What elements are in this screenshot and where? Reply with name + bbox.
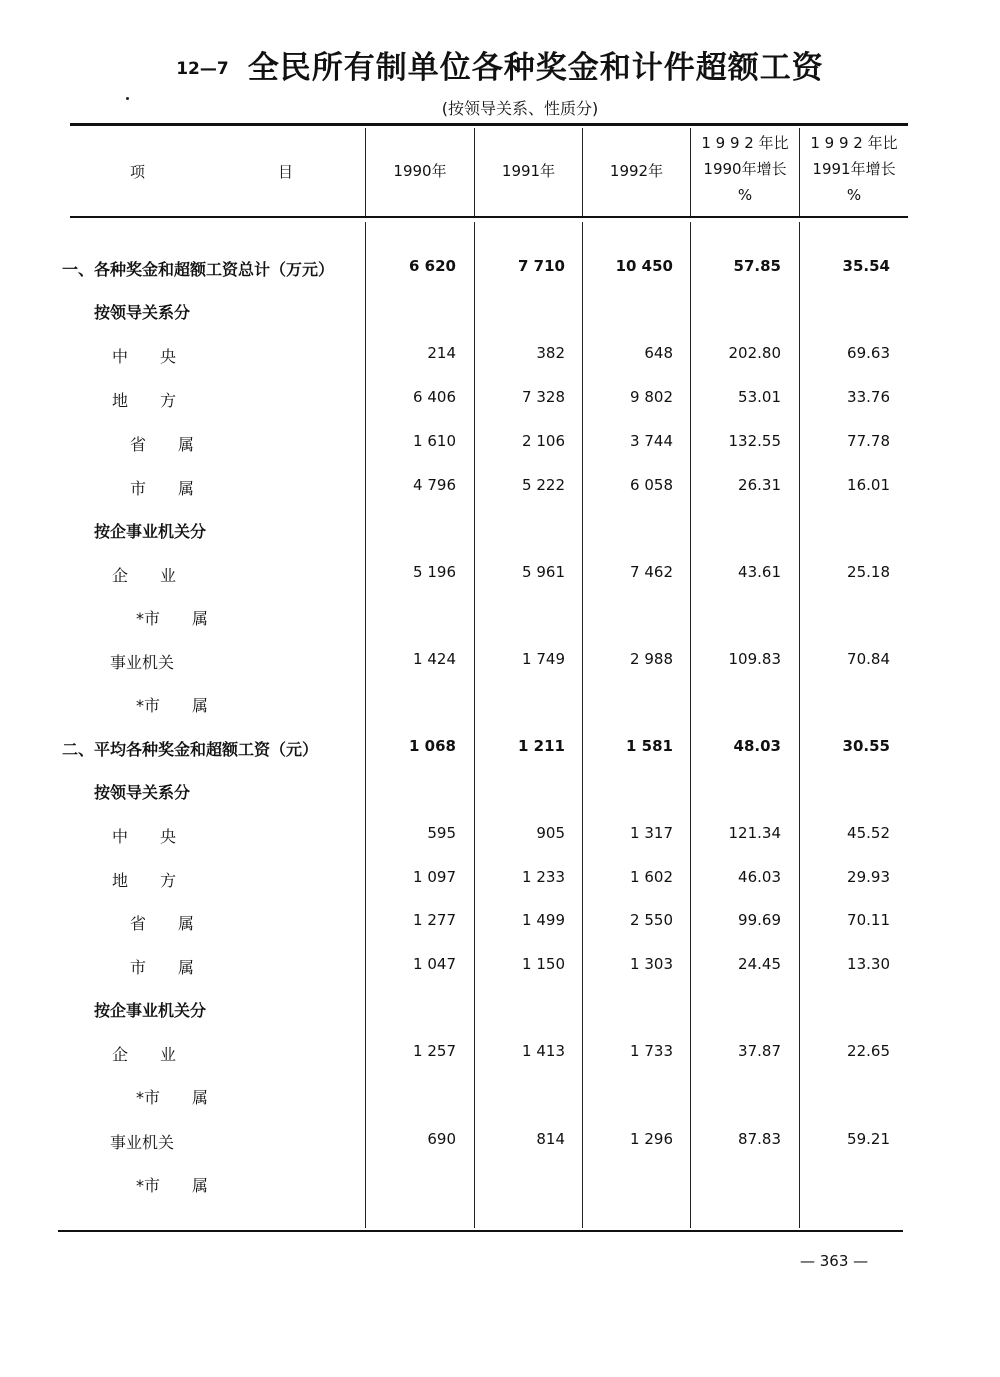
cell-1991: 7 328 — [522, 388, 565, 406]
cell-1991: 1 413 — [522, 1042, 565, 1060]
cell-1991: 1 233 — [522, 868, 565, 886]
row-label: *市 属 — [136, 1088, 209, 1107]
cell-1992: 7 462 — [630, 563, 673, 581]
cell-1992: 6 058 — [630, 476, 673, 494]
cell-1992: 9 802 — [630, 388, 673, 406]
table-row — [0, 300, 1000, 330]
cell-growth-1991: 70.11 — [847, 911, 890, 929]
cell-1992: 1 303 — [630, 955, 673, 973]
header-col-1992: 1992年 — [609, 162, 664, 180]
cell-growth-1990: 202.80 — [728, 344, 781, 362]
cell-growth-1991: 22.65 — [847, 1042, 890, 1060]
cell-growth-1990: 57.85 — [733, 257, 781, 275]
row-label: 按企事业机关分 — [94, 522, 207, 541]
cell-1992: 1 317 — [630, 824, 673, 842]
table-row — [0, 824, 1000, 854]
table-row — [0, 780, 1000, 810]
cell-1991: 5 222 — [522, 476, 565, 494]
page-number: — 363 — — [800, 1252, 869, 1270]
cell-growth-1990: 48.03 — [733, 737, 781, 755]
cell-1991: 382 — [536, 344, 565, 362]
header-col-growth-1991 — [800, 130, 908, 208]
header-growth-1991-line2: 1991年增长 — [812, 160, 896, 178]
row-label: 地 方 — [112, 391, 177, 410]
row-label: 按企事业机关分 — [94, 1001, 207, 1020]
header-col-1990: 1990年 — [393, 162, 447, 180]
cell-growth-1991: 59.21 — [847, 1130, 890, 1148]
cell-1992: 1 733 — [630, 1042, 673, 1060]
table-row — [0, 563, 1000, 593]
cell-growth-1991: 30.55 — [842, 737, 890, 755]
cell-1991: 1 211 — [518, 737, 565, 755]
cell-growth-1991: 33.76 — [847, 388, 890, 406]
cell-growth-1991: 25.18 — [847, 563, 890, 581]
cell-1990: 214 — [427, 344, 456, 362]
cell-growth-1990: 26.31 — [738, 476, 781, 494]
table-row — [0, 693, 1000, 723]
cell-growth-1990: 53.01 — [738, 388, 781, 406]
row-label: 地 方 — [112, 871, 177, 890]
cell-growth-1990: 109.83 — [728, 650, 781, 668]
row-label: 事业机关 — [110, 1133, 175, 1152]
row-label: 企 业 — [112, 566, 177, 585]
table-row — [0, 911, 1000, 941]
header-growth-1990-line1: 1 9 9 2 年比 — [701, 134, 789, 152]
cell-1990: 1 610 — [413, 432, 456, 450]
cell-1990: 6 406 — [413, 388, 456, 406]
row-label: 中 央 — [112, 347, 177, 366]
table-row — [0, 1130, 1000, 1160]
cell-growth-1991: 29.93 — [847, 868, 890, 886]
cell-1992: 3 744 — [630, 432, 673, 450]
header-rule — [70, 216, 908, 218]
cell-growth-1991: 16.01 — [847, 476, 890, 494]
cell-1992: 1 296 — [630, 1130, 673, 1148]
table-row — [0, 257, 1000, 287]
cell-1992: 10 450 — [615, 257, 673, 275]
header-item-left: 项 — [130, 163, 146, 181]
row-label: 企 业 — [112, 1045, 177, 1064]
cell-growth-1990: 43.61 — [738, 563, 781, 581]
cell-1991: 1 499 — [522, 911, 565, 929]
cell-growth-1990: 87.83 — [738, 1130, 781, 1148]
cell-1991: 1 749 — [522, 650, 565, 668]
row-label: 按领导关系分 — [94, 303, 191, 322]
cell-growth-1991: 69.63 — [847, 344, 890, 362]
cell-1990: 690 — [427, 1130, 456, 1148]
cell-1990: 1 424 — [413, 650, 456, 668]
row-label: *市 属 — [136, 1176, 209, 1195]
table-row — [0, 868, 1000, 898]
row-label: 省 属 — [130, 435, 195, 454]
header-growth-1991-unit: % — [846, 186, 862, 204]
cell-1991: 5 961 — [522, 563, 565, 581]
cell-growth-1991: 13.30 — [847, 955, 890, 973]
table-row — [0, 344, 1000, 374]
cell-1990: 595 — [427, 824, 456, 842]
table-row — [0, 998, 1000, 1028]
row-label: 省 属 — [130, 914, 195, 933]
cell-1992: 1 581 — [626, 737, 673, 755]
cell-1990: 1 097 — [413, 868, 456, 886]
cell-1991: 905 — [536, 824, 565, 842]
row-label: 一、各种奖金和超额工资总计（万元） — [62, 260, 335, 279]
cell-1991: 2 106 — [522, 432, 565, 450]
row-label: 二、平均各种奖金和超额工资（元） — [62, 740, 319, 759]
cell-1991: 814 — [536, 1130, 565, 1148]
cell-growth-1990: 121.34 — [728, 824, 781, 842]
row-label: 事业机关 — [110, 653, 175, 672]
cell-growth-1991: 35.54 — [842, 257, 890, 275]
row-label: 中 央 — [112, 827, 177, 846]
row-label: 市 属 — [130, 479, 195, 498]
cell-1990: 6 620 — [409, 257, 456, 275]
header-growth-1990-line2: 1990年增长 — [703, 160, 787, 178]
cell-1990: 1 047 — [413, 955, 456, 973]
table-row — [0, 519, 1000, 549]
table-row — [0, 955, 1000, 985]
cell-growth-1990: 46.03 — [738, 868, 781, 886]
table-number: 12—7 — [176, 59, 229, 79]
table-subtitle: (按领导关系、性质分) — [441, 99, 599, 118]
table-row — [0, 388, 1000, 418]
bottom-rule — [58, 1230, 903, 1232]
header-item-right: 目 — [278, 163, 294, 181]
cell-1990: 1 068 — [409, 737, 456, 755]
cell-growth-1990: 132.55 — [728, 432, 781, 450]
table-row — [0, 737, 1000, 767]
table-row — [0, 476, 1000, 506]
speck — [126, 97, 129, 100]
cell-1992: 2 988 — [630, 650, 673, 668]
cell-growth-1990: 24.45 — [738, 955, 781, 973]
cell-1990: 4 796 — [413, 476, 456, 494]
table-row — [0, 432, 1000, 462]
row-label: *市 属 — [136, 609, 209, 628]
table-title: 全民所有制单位各种奖金和计件超额工资 — [247, 50, 824, 86]
table-row — [0, 606, 1000, 636]
cell-1992: 648 — [644, 344, 673, 362]
cell-1990: 1 257 — [413, 1042, 456, 1060]
table-row — [0, 1085, 1000, 1115]
table-row — [0, 650, 1000, 680]
cell-1990: 1 277 — [413, 911, 456, 929]
header-growth-1990-unit: % — [737, 186, 753, 204]
cell-1992: 1 602 — [630, 868, 673, 886]
header-col-1991: 1991年 — [501, 162, 556, 180]
table-row — [0, 1173, 1000, 1203]
top-rule — [70, 123, 908, 126]
cell-1991: 1 150 — [522, 955, 565, 973]
header-growth-1991-line1: 1 9 9 2 年比 — [810, 134, 898, 152]
cell-growth-1991: 45.52 — [847, 824, 890, 842]
cell-1991: 7 710 — [518, 257, 565, 275]
page-title — [0, 42, 1000, 87]
table-row — [0, 1042, 1000, 1072]
cell-1992: 2 550 — [630, 911, 673, 929]
cell-growth-1990: 99.69 — [738, 911, 781, 929]
row-label: 按领导关系分 — [94, 783, 191, 802]
row-label: *市 属 — [136, 696, 209, 715]
cell-1990: 5 196 — [413, 563, 456, 581]
cell-growth-1990: 37.87 — [738, 1042, 781, 1060]
header-col-growth-1990 — [691, 130, 799, 208]
cell-growth-1991: 70.84 — [847, 650, 890, 668]
row-label: 市 属 — [130, 958, 195, 977]
cell-growth-1991: 77.78 — [847, 432, 890, 450]
